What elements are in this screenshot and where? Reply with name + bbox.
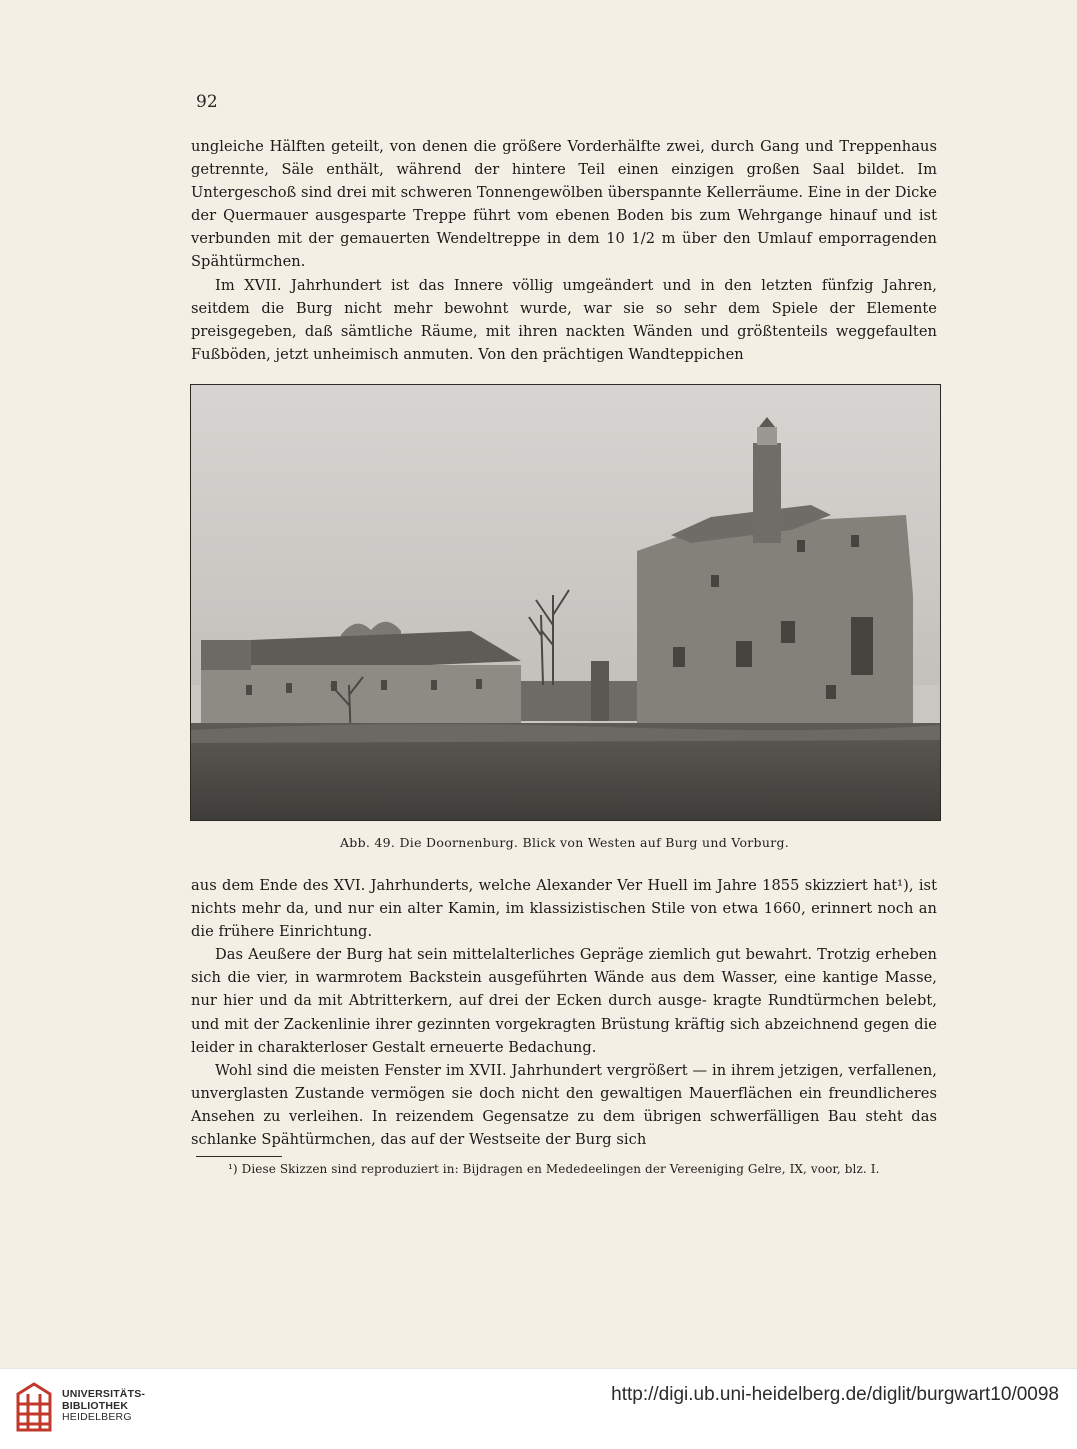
castle-photo-illustration (191, 385, 940, 820)
paragraph: Wohl sind die meisten Fenster im XVII. Jahrhundert vergrößert — in ihrem jetzigen, verfallenen, unverglasten Zustande vermögen sie doch nicht den gewaltigen Mauerflächen ein freundlicheres Ansehen zu verleihen. In reizendem Gegensatze zu dem übrigen schwerfälligen Bau steht das schlanke Spähtürmchen, das auf der Westseite der Burg sich (191, 1061, 937, 1149)
library-name-line: UNIVERSITÄTS- (62, 1388, 146, 1400)
castle-photograph (190, 384, 941, 821)
footnote: ¹) Diese Skizzen sind reproduziert in: Bijdragen en Mededeelingen der Vereeniging Gelre, IX, voor, blz. I. (228, 1162, 880, 1176)
watch-tower (753, 443, 781, 543)
paragraph: Im XVII. Jahrhundert ist das Innere völlig umgeändert und in den letzten fünfzig Jahren, seitdem die Burg nicht mehr bewohnt wurde, war sie so sehr dem Spiele der Elemente preisgegeben, daß sämtliche Räume, mit ihren nackten Wänden und größtenteils weggefaulten Fußböden, jetzt unheimisch anmuten. Von den prächtigen Wandteppichen (191, 276, 937, 363)
library-name-line: HEIDELBERG (62, 1411, 132, 1423)
library-name-line: BIBLIOTHEK (62, 1399, 129, 1412)
paragraph: aus dem Ende des XVI. Jahrhunderts, welche Alexander Ver Huell im Jahre 1855 skizziert hat¹), ist nichts mehr da, und nur ein alter Kamin, im klassizistischen Stile von etwa 1660, erinnert noch an die frühere Einrichtung. (191, 877, 937, 941)
text-block-bottom (191, 874, 937, 1151)
library-name[interactable] (62, 1389, 145, 1424)
university-library-logo-icon[interactable] (14, 1380, 54, 1434)
page-number: 92 (196, 92, 218, 112)
bridge (521, 681, 641, 721)
viewer-footer (0, 1368, 1077, 1449)
source-url-link[interactable]: http://digi.ub.uni-heidelberg.de/diglit/burgwart10/0098 (611, 1384, 1059, 1405)
text-block-top (191, 135, 937, 366)
figure-caption: Abb. 49. Die Doornenburg. Blick von Westen auf Burg und Vorburg. (339, 835, 790, 850)
outbuilding-wall (201, 665, 521, 727)
footnote-rule (196, 1156, 282, 1157)
paragraph: ungleiche Hälften geteilt, von denen die größere Vorderhälfte zwei, durch Gang und Treppenhaus getrennte, Säle enthält, während der hintere Teil einen einzigen großen Saal bildet. Im Untergeschoß sind drei mit schweren Tonnengewölben überspannte Kellerräume. Eine in der Dicke der Quermauer ausgesparte Treppe führt vom ebenen Boden bis zum Wehrgange hinauf und ist verbunden mit der gemauerten Wendeltreppe in dem 10 1/2 m über den Umlauf emporragenden Spähtürmchen. (191, 138, 937, 271)
paragraph: Das Aeußere der Burg hat sein mittelalterliches Gepräge ziemlich gut bewahrt. Trotzig erheben sich die vier, in warmrotem Backstein ausgeführten Wände aus dem Wasser, eine kantige Masse, nur hier und da mit Abtritterkern, auf drei der Ecken durch ausge- kragte Rundtürmchen belebt, und mit der Zackenlinie ihrer gezinnten vorgekragten Brüstung kräftig sich abzeichnend gegen die leider in charakterloser Gestalt erneuerte Bedachung. (191, 946, 937, 1056)
